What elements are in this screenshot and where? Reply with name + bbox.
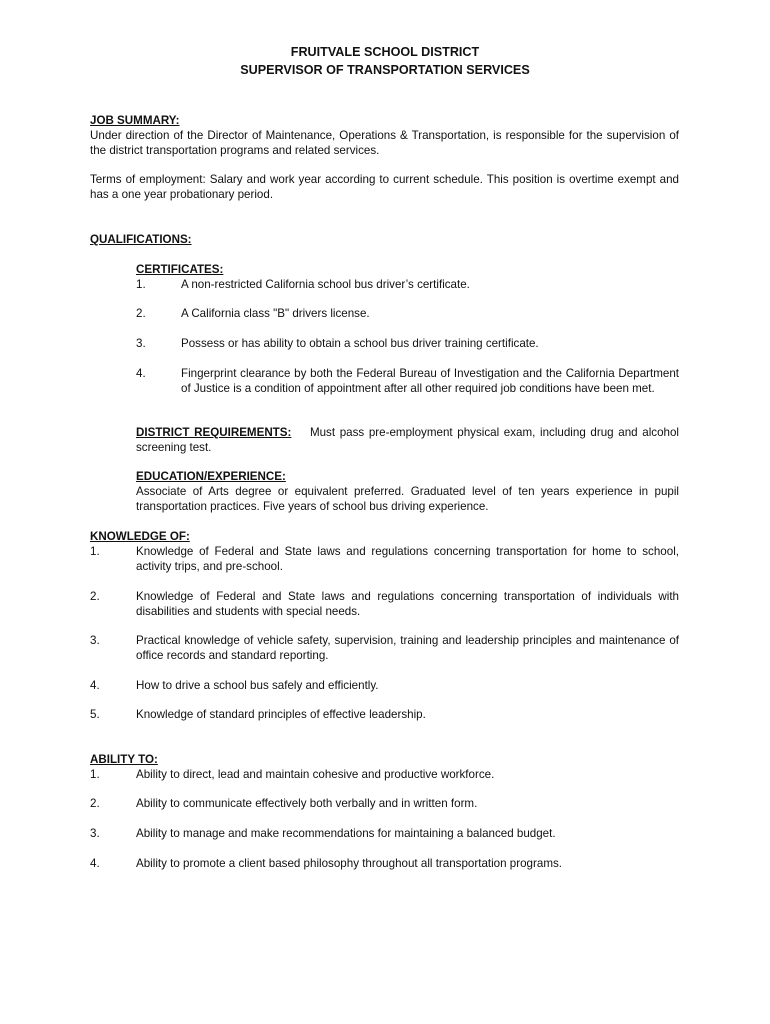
certificates-heading: CERTIFICATES:	[136, 263, 224, 276]
terms-of-employment: Terms of employment: Salary and work year according to current schedule. This position is overtime exempt and has a one year probationary period.	[90, 173, 679, 201]
district-requirements-heading: DISTRICT REQUIREMENTS:	[136, 426, 292, 439]
knowledge-number: 2.	[90, 590, 100, 603]
ability-number: 3.	[90, 827, 100, 840]
certificate-number: 3.	[136, 337, 146, 350]
district-requirements-text: Must pass pre-employment physical exam, including drug and alcohol screening test.	[136, 426, 679, 454]
position-title: SUPERVISOR OF TRANSPORTATION SERVICES	[240, 63, 530, 77]
certificate-number: 4.	[136, 367, 146, 380]
knowledge-number: 3.	[90, 634, 100, 647]
knowledge-item: Knowledge of standard principles of effective leadership.	[136, 708, 426, 721]
knowledge-item: Knowledge of Federal and State laws and regulations concerning transportation for home to school, activity trips, and pre-school.	[136, 545, 679, 573]
certificate-number: 1.	[136, 278, 146, 291]
district-title: FRUITVALE SCHOOL DISTRICT	[290, 45, 480, 59]
ability-number: 4.	[90, 857, 100, 870]
certificate-item: Fingerprint clearance by both the Federal Bureau of Investigation and the California Department of Justice is a condition of appointment after all other required job conditions have been met.	[181, 367, 679, 395]
certificate-item: Possess or has ability to obtain a school bus driver training certificate.	[181, 337, 539, 350]
education-heading: EDUCATION/EXPERIENCE:	[136, 470, 286, 483]
ability-number: 1.	[90, 768, 100, 781]
knowledge-item: How to drive a school bus safely and efficiently.	[136, 679, 379, 692]
ability-item: Ability to direct, lead and maintain cohesive and productive workforce.	[136, 768, 495, 781]
certificate-item: A non-restricted California school bus driver’s certificate.	[181, 278, 470, 291]
certificate-item: A California class "B" drivers license.	[181, 307, 370, 320]
ability-item: Ability to manage and make recommendations for maintaining a balanced budget.	[136, 827, 556, 840]
job-summary-text: Under direction of the Director of Maintenance, Operations & Transportation, is responsible for the supervision of the district transportation programs and related services.	[90, 129, 679, 157]
job-summary-heading: JOB SUMMARY:	[90, 114, 180, 127]
knowledge-item: Knowledge of Federal and State laws and regulations concerning transportation of individuals with disabilities and students with special needs.	[136, 590, 679, 618]
certificate-number: 2.	[136, 307, 146, 320]
knowledge-number: 5.	[90, 708, 100, 721]
knowledge-heading: KNOWLEDGE OF:	[90, 530, 190, 543]
ability-number: 2.	[90, 797, 100, 810]
education-text: Associate of Arts degree or equivalent preferred. Graduated level of ten years experience in pupil transportation practices. Five years of school bus driving experience.	[136, 485, 679, 513]
ability-item: Ability to promote a client based philosophy throughout all transportation programs.	[136, 857, 562, 870]
knowledge-number: 4.	[90, 679, 100, 692]
knowledge-number: 1.	[90, 545, 100, 558]
qualifications-heading: QUALIFICATIONS:	[90, 233, 192, 246]
ability-heading: ABILITY TO:	[90, 753, 158, 766]
ability-item: Ability to communicate effectively both verbally and in written form.	[136, 797, 478, 810]
district-requirements	[136, 425, 679, 455]
knowledge-item: Practical knowledge of vehicle safety, supervision, training and leadership principles and maintenance of office records and standard reporting.	[136, 634, 679, 662]
